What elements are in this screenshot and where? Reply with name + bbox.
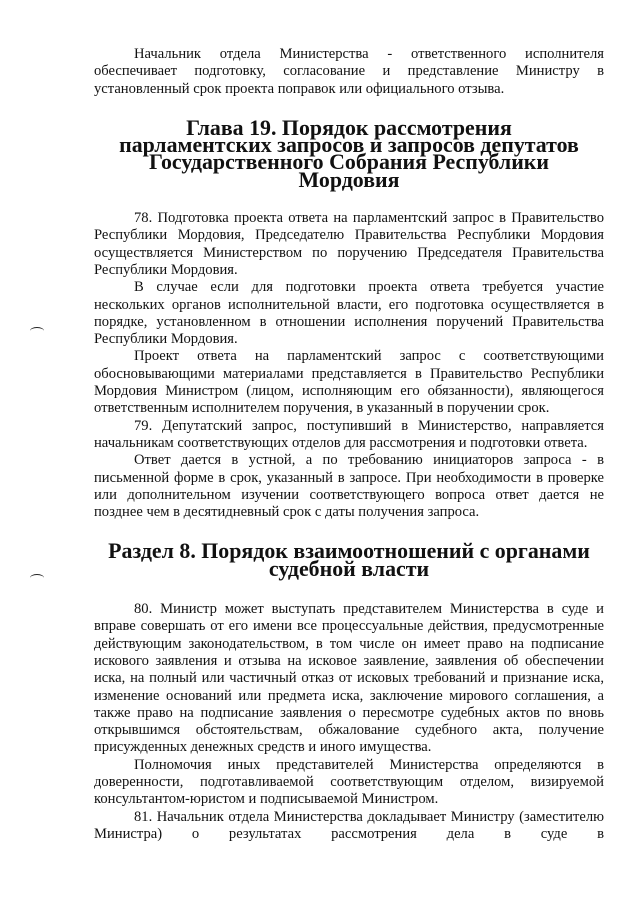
scan-mark-top bbox=[30, 327, 44, 335]
paragraph-78: 78. Подготовка проекта ответа на парламентский запрос в Правительство Республики Мордовия, Председателю Правительства Республики Мордовия осуществляется Министерством по поручению Председателя Правительства Республики Мордовия. bbox=[94, 210, 604, 278]
paragraph-78-2: В случае если для подготовки проекта ответа требуется участие нескольких органов исполнительной власти, его подготовка осуществляется в порядке, установленном в отношении исполнения поручений Правительства Республики Мордовия. bbox=[94, 279, 604, 348]
paragraph-79: 79. Депутатский запрос, поступивший в Министерство, направляется начальникам соответствующих отделов для рассмотрения и подготовки ответа. bbox=[94, 417, 604, 451]
document-page bbox=[94, 46, 604, 843]
scan-mark-bottom bbox=[30, 574, 44, 582]
paragraph-78-3: Проект ответа на парламентский запрос с соответствующими обосновывающими материалами представляется в Правительство Республики Мордовия Министром (лицом, исполняющим его обязанности), являющегося ответственным исполнителем поручения, в указанный в поручении срок. bbox=[94, 348, 604, 417]
paragraph-80: 80. Министр может выступать представителем Министерства в суде и вправе совершать от его имени все процессуальные действия, предусмотренные действующим законодательством, в том числе он имеет право на подписание искового заявления и отзыва на исковое заявление, заявления об обеспечении иска, на полный или частичный отказ от исковых требований и признание иска, изменение оснований или предмета иска, заключение мирового соглашения, а также право на подписание заявления о пересмотре судебных актов по вновь открывшимся обстоятельствам, обжалование судебного акта, получение присужденных денежных средств и иного имущества. bbox=[94, 601, 604, 756]
paragraph-79-2: Ответ дается в устной, а по требованию инициаторов запроса - в письменной форме в срок, указанный в запросе. При необходимости в проверке или дополнительном изучении соответствующего вопроса ответ дается не позднее чем в десятидневный срок с даты получения запроса. bbox=[94, 452, 604, 521]
paragraph-81: 81. Начальник отдела Министерства докладывает Министру (заместителю Министра) о результатах рассмотрения дела в суде в bbox=[94, 808, 604, 842]
paragraph-80-2: Полномочия иных представителей Министерства определяются в доверенности, подготавливаемой соответствующим отделом, визируемой консультантом-юристом и подписываемой Министром. bbox=[94, 756, 604, 808]
intro-paragraph: Начальник отдела Министерства - ответственного исполнителя обеспечивает подготовку, согласование и представление Министру в установленный срок проекта поправок или официального отзыва. bbox=[94, 46, 604, 97]
section-8-heading: Раздел 8. Порядок взаимоотношений с органами судебной власти bbox=[108, 538, 590, 581]
chapter-19-heading: Глава 19. Порядок рассмотрения парламентских запросов и запросов депутатов Государственного Собрания Республики Мордовия bbox=[119, 114, 579, 192]
